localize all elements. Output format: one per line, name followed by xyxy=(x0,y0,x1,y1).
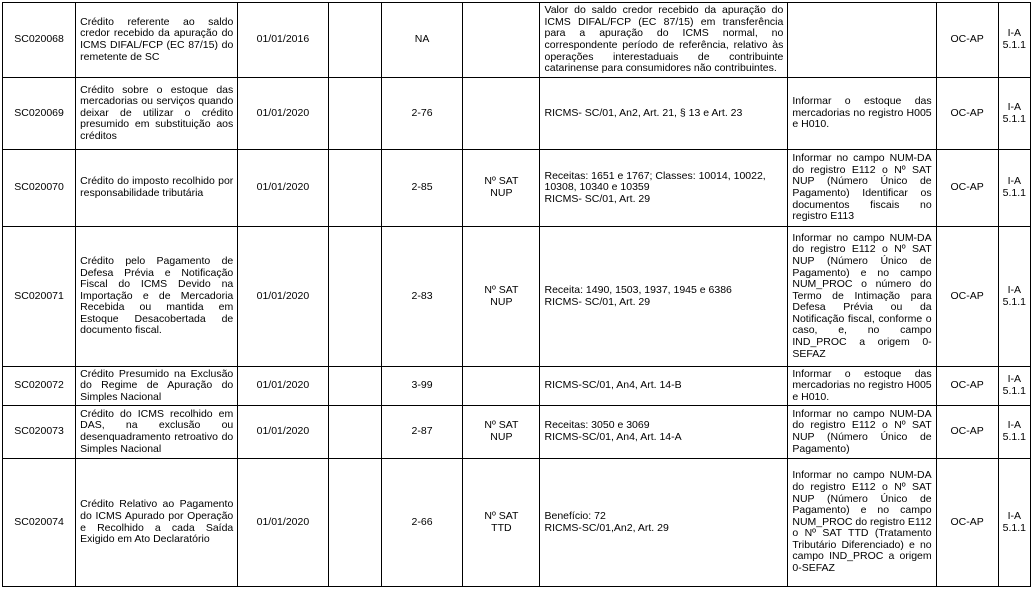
reference-cell: NA xyxy=(381,3,462,78)
section-cell xyxy=(998,406,1030,459)
table-body xyxy=(3,3,1031,587)
table-row xyxy=(3,227,1031,367)
empty-cell xyxy=(328,3,381,78)
observation-cell: Informar no campo NUM-DA do registro E112 o Nº SAT NUP (Número Único de Pagamento) e no campo NUM_PROC o número do Termo de Intimação para Defesa Prévia ou da Notificação fiscal, conforme o caso, e, no campo IND_PROC a origem 0-SEFAZ xyxy=(788,227,936,367)
document-type-cell xyxy=(463,3,540,78)
section-cell xyxy=(998,459,1030,587)
code-cell: SC020070 xyxy=(3,150,76,227)
description-cell: Crédito Presumido na Exclusão do Regime de Apuração do Simples Nacional xyxy=(76,367,238,406)
document-type-cell xyxy=(463,459,540,587)
date-cell: 01/01/2020 xyxy=(238,406,328,459)
code-cell: SC020069 xyxy=(3,78,76,150)
type-cell: OC-AP xyxy=(936,227,998,367)
observation-cell: Informar no campo NUM-DA do registro E112 o Nº SAT NUP (Número Único de Pagamento) xyxy=(788,406,936,459)
legal-basis-cell xyxy=(540,150,788,227)
date-cell: 01/01/2020 xyxy=(238,459,328,587)
legal-basis-line: RICMS-SC/01, An4, Art. 14-B xyxy=(544,379,682,392)
code-cell: SC020073 xyxy=(3,406,76,459)
empty-cell xyxy=(328,150,381,227)
legal-basis-line: RICMS-SC/01, An4, Art. 14-A xyxy=(544,431,682,443)
date-cell: 01/01/2016 xyxy=(238,3,328,78)
section-line: 5.1.1 xyxy=(1002,521,1026,534)
section-line: I-A xyxy=(1007,100,1021,113)
section-line: 5.1.1 xyxy=(1002,187,1026,199)
legal-basis-cell xyxy=(540,78,788,150)
observation-cell: Informar no campo NUM-DA do registro E112 o Nº SAT NUP (Número Único de Pagamento) e no campo NUM_PROC do registro E112 o Nº SAT TTD (Tratamento Tributário Diferenciado) e no campo IND_PROC a origem 0-SEFAZ xyxy=(788,459,936,587)
empty-cell xyxy=(328,406,381,459)
reference-cell: 2-83 xyxy=(381,227,462,367)
table-row xyxy=(3,3,1031,78)
document-type-cell xyxy=(463,78,540,150)
legal-basis-cell xyxy=(540,3,788,78)
reference-cell: 3-99 xyxy=(381,367,462,406)
legal-basis-line: Valor do saldo credor recebido da apuração do ICMS DIFAL/FCP (EC 87/15) em transferência para a apuração do ICMS normal, no correspondente período de referência, relativo às operações interestaduais de contribuinte catarinense para consumidores não contribuintes. xyxy=(544,4,784,75)
description-cell: Crédito do ICMS recolhido em DAS, na exclusão ou desenquadramento retroativo do Simples Nacional xyxy=(76,406,238,459)
code-cell: SC020072 xyxy=(3,367,76,406)
codes-table xyxy=(2,2,1031,587)
observation-cell: Informar no campo NUM-DA do registro E112 o Nº SAT NUP (Número Único de Pagamento) Identificar os documentos fiscais no registro E113 xyxy=(788,150,936,227)
section-cell xyxy=(998,78,1030,150)
code-cell: SC020074 xyxy=(3,459,76,587)
description-cell: Crédito referente ao saldo credor recebido da apuração do ICMS DIFAL/FCP (EC 87/15) do remetente de SC xyxy=(76,3,238,78)
document-type-cell xyxy=(463,367,540,406)
table-row xyxy=(3,459,1031,587)
document-type-cell xyxy=(463,406,540,459)
section-cell xyxy=(998,367,1030,406)
legal-basis-line: Receitas: 1651 e 1767; Classes: 10014, 10022, 10308, 10340 e 10359 xyxy=(544,169,766,194)
type-cell: OC-AP xyxy=(936,78,998,150)
reference-cell: 2-85 xyxy=(381,150,462,227)
section-line: 5.1.1 xyxy=(1002,431,1026,443)
section-line: I-A xyxy=(1007,283,1021,296)
empty-cell xyxy=(328,459,381,587)
description-cell: Crédito sobre o estoque das mercadorias ou serviços quando deixar de utilizar o crédito presumido em substituição aos créditos xyxy=(76,78,238,150)
date-cell: 01/01/2020 xyxy=(238,227,328,367)
legal-basis-line: RICMS-SC/01,An2, Art. 29 xyxy=(544,521,669,534)
section-line: 5.1.1 xyxy=(1002,112,1026,125)
code-cell: SC020068 xyxy=(3,3,76,78)
legal-basis-cell xyxy=(540,367,788,406)
type-cell: OC-AP xyxy=(936,367,998,406)
document-type-cell xyxy=(463,227,540,367)
legal-basis-line: RICMS- SC/01, An2, Art. 21, § 13 e Art. 23 xyxy=(544,106,743,119)
type-cell: OC-AP xyxy=(936,406,998,459)
observation-cell: Informar o estoque das mercadorias no registro H005 e H010. xyxy=(788,78,936,150)
date-cell: 01/01/2020 xyxy=(238,367,328,406)
reference-cell: 2-76 xyxy=(381,78,462,150)
code-cell: SC020071 xyxy=(3,227,76,367)
section-line: I-A xyxy=(1007,27,1021,40)
document-type-line: Nº SAT xyxy=(484,419,519,432)
section-cell xyxy=(998,3,1030,78)
type-cell: OC-AP xyxy=(936,3,998,78)
legal-basis-line: Receitas: 3050 e 3069 xyxy=(544,419,650,432)
section-line: I-A xyxy=(1007,373,1021,386)
section-line: 5.1.1 xyxy=(1002,385,1026,397)
legal-basis-line: Benefício: 72 xyxy=(544,509,606,522)
legal-basis-line: Receita: 1490, 1503, 1937, 1945 e 6386 xyxy=(544,283,732,296)
date-cell: 01/01/2020 xyxy=(238,78,328,150)
document-type-cell xyxy=(463,150,540,227)
legal-basis-cell xyxy=(540,227,788,367)
type-cell: OC-AP xyxy=(936,150,998,227)
empty-cell xyxy=(328,78,381,150)
document-type-line: NUP xyxy=(490,295,513,308)
empty-cell xyxy=(328,227,381,367)
document-type-line: NUP xyxy=(490,431,513,443)
document-type-line: Nº SAT xyxy=(484,283,519,296)
description-cell: Crédito do imposto recolhido por responsabilidade tributária xyxy=(76,150,238,227)
empty-cell xyxy=(328,367,381,406)
section-line: I-A xyxy=(1007,509,1021,522)
type-cell: OC-AP xyxy=(936,459,998,587)
table-row xyxy=(3,150,1031,227)
section-cell xyxy=(998,150,1030,227)
description-cell: Crédito Relativo ao Pagamento do ICMS Apurado por Operação e Recolhido a cada Saída Exigido em Ato Declaratório xyxy=(76,459,238,587)
document-type-line: Nº SAT xyxy=(484,175,519,188)
reference-cell: 2-87 xyxy=(381,406,462,459)
legal-basis-line: RICMS- SC/01, Art. 29 xyxy=(544,295,651,308)
document-type-line: NUP xyxy=(490,187,513,199)
section-line: I-A xyxy=(1007,175,1021,188)
date-cell: 01/01/2020 xyxy=(238,150,328,227)
document-type-line: TTD xyxy=(491,521,512,534)
section-cell xyxy=(998,227,1030,367)
table-row xyxy=(3,78,1031,150)
reference-cell: 2-66 xyxy=(381,459,462,587)
description-cell: Crédito pelo Pagamento de Defesa Prévia e Notificação Fiscal do ICMS Devido na Importação e de Mercadoria Recebida ou mantida em Estoque Desacobertada de documento fiscal. xyxy=(76,227,238,367)
legal-basis-cell xyxy=(540,406,788,459)
section-line: 5.1.1 xyxy=(1002,39,1026,51)
section-line: I-A xyxy=(1007,419,1021,432)
document-type-line: Nº SAT xyxy=(484,509,519,522)
observation-cell: Informar o estoque das mercadorias no registro H005 e H010. xyxy=(788,367,936,406)
section-line: 5.1.1 xyxy=(1002,295,1026,308)
table-row xyxy=(3,367,1031,406)
legal-basis-cell xyxy=(540,459,788,587)
legal-basis-line: RICMS- SC/01, Art. 29 xyxy=(544,192,651,205)
observation-cell xyxy=(788,3,936,78)
table-row xyxy=(3,406,1031,459)
